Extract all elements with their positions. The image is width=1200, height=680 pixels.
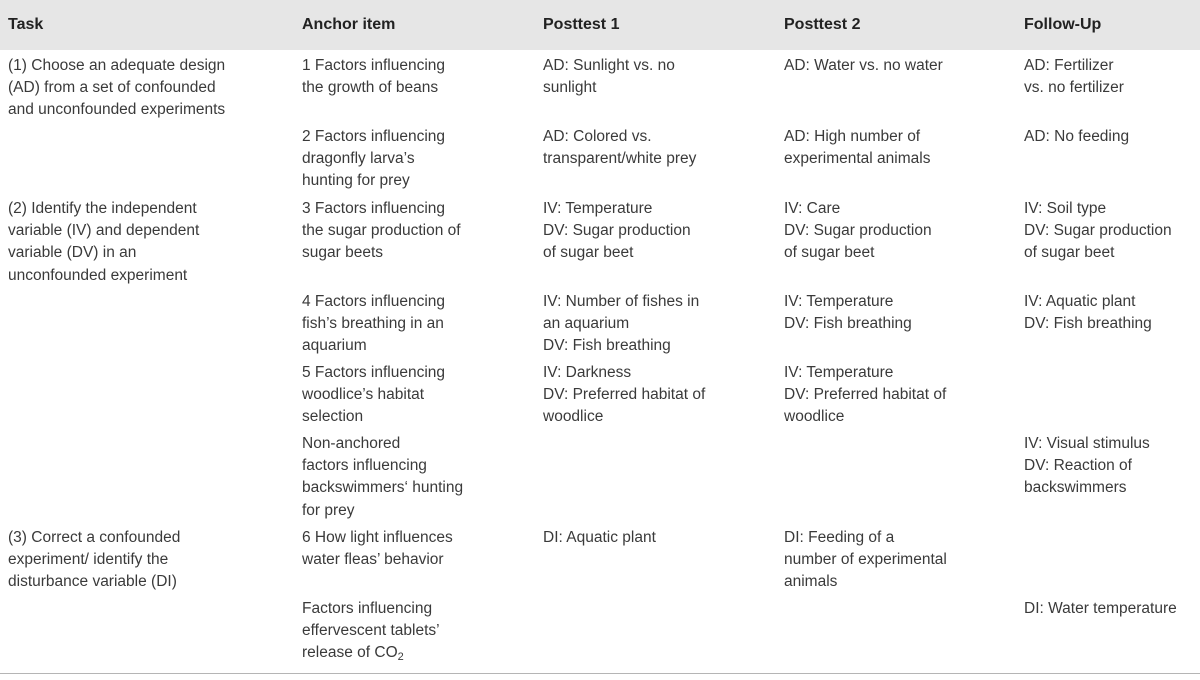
anchor-cell [302,527,532,571]
anchor-cell [302,55,532,99]
posttest2-line: IV: Temperature [784,293,894,310]
posttest1-line: of sugar beet [543,244,634,262]
posttest2-line: IV: Care [784,200,841,217]
followup-cell [1024,598,1194,620]
followup-cell [1024,198,1194,265]
followup-cell [1024,291,1194,335]
anchor-line: the growth of beans [302,79,439,97]
followup-line: IV: Soil type [1024,200,1107,217]
task-cell [8,527,293,594]
followup-cell [1024,126,1194,148]
anchor-cell [302,291,532,358]
table-bottom-rule [0,673,1200,674]
posttest1-cell [543,362,773,429]
posttest2-line: AD: High number of [784,128,921,145]
header-anchor-item: Anchor item [302,16,396,33]
task-line: (1) Choose an adequate design [8,57,226,74]
anchor-line: 4 Factors influencing [302,293,446,310]
task-line: variable (IV) and dependent [8,222,200,240]
anchor-cell [302,198,532,265]
anchor-line: backswimmers‘ hunting [302,479,464,497]
task-line: (AD) from a set of confounded [8,79,216,97]
posttest1-line: woodlice [543,408,604,426]
header-posttest-1: Posttest 1 [543,16,620,33]
anchor-line: sugar beets [302,244,383,262]
followup-line: IV: Aquatic plant [1024,293,1136,310]
anchor-line: dragonfly larva’s [302,150,415,168]
posttest1-line: DV: Preferred habitat of [543,386,706,404]
posttest1-line: an aquarium [543,315,630,333]
followup-line: AD: Fertilizer [1024,57,1114,74]
task-line: (3) Correct a confounded [8,529,181,546]
task-line: variable (DV) in an [8,244,137,262]
posttest2-line: DI: Feeding of a [784,529,895,546]
anchor-line: hunting for prey [302,172,410,190]
task-cell [8,55,293,122]
posttest2-line: DV: Fish breathing [784,315,912,333]
posttest1-line: AD: Colored vs. [543,128,652,145]
posttest1-cell [543,126,773,170]
posttest1-line: IV: Number of fishes in [543,293,700,310]
anchor-cell [302,598,532,665]
posttest2-cell [784,55,1014,77]
anchor-line: effervescent tablets’ [302,622,440,640]
posttest1-cell [543,527,773,549]
header-task: Task [8,16,44,33]
posttest2-line: of sugar beet [784,244,875,262]
anchor-text: release of CO [302,644,398,662]
followup-line: vs. no fertilizer [1024,79,1124,97]
posttest1-line: transparent/white prey [543,150,697,168]
anchor-line: Non-anchored [302,435,401,452]
anchor-line: aquarium [302,337,367,355]
posttest2-cell [784,291,1014,335]
followup-line: DV: Fish breathing [1024,315,1152,333]
followup-line: IV: Visual stimulus [1024,435,1150,452]
anchor-line-co2 [302,642,532,664]
anchor-cell [302,126,532,193]
followup-line: DV: Sugar production [1024,222,1172,240]
posttest1-cell [543,55,773,99]
posttest2-cell [784,362,1014,429]
posttest2-line: experimental animals [784,150,931,168]
task-line: experiment/ identify the [8,551,169,569]
followup-line: DI: Water temperature [1024,600,1177,617]
posttest1-line: DI: Aquatic plant [543,529,656,546]
task-line: unconfounded experiment [8,266,188,284]
posttest2-cell [784,527,1014,594]
posttest2-line: DV: Preferred habitat of [784,386,947,404]
anchor-line: 5 Factors influencing [302,364,446,381]
posttest2-line: animals [784,573,838,591]
followup-line: of sugar beet [1024,244,1115,262]
posttest1-cell [543,198,773,265]
task-line: (2) Identify the independent [8,200,197,217]
anchor-line: 1 Factors influencing [302,57,446,74]
anchor-cell [302,362,532,429]
table-header [0,0,1200,50]
posttest2-line: AD: Water vs. no water [784,57,943,74]
anchor-line: 2 Factors influencing [302,128,446,145]
posttest2-line: DV: Sugar production [784,222,932,240]
posttest2-cell [784,126,1014,170]
anchor-line: fish’s breathing in an [302,315,444,333]
subscript: 2 [397,651,404,664]
posttest1-line: DV: Fish breathing [543,337,671,355]
anchor-line: woodlice’s habitat [302,386,425,404]
posttest2-line: IV: Temperature [784,364,894,381]
anchor-line: factors influencing [302,457,427,475]
anchor-cell [302,433,532,522]
posttest2-line: woodlice [784,408,845,426]
followup-line: DV: Reaction of [1024,457,1132,475]
task-cell [8,198,293,287]
anchor-line: 6 How light influences [302,529,453,546]
posttest1-line: DV: Sugar production [543,222,691,240]
followup-cell [1024,433,1194,500]
posttest1-line: IV: Temperature [543,200,653,217]
posttest1-cell [543,291,773,358]
posttest1-line: IV: Darkness [543,364,632,381]
anchor-line: selection [302,408,364,426]
followup-cell [1024,55,1194,99]
anchor-line: the sugar production of [302,222,461,240]
anchor-line: Factors influencing [302,600,433,617]
posttest2-cell [784,198,1014,265]
followup-line: backswimmers [1024,479,1127,497]
anchor-line: for prey [302,501,355,519]
task-line: and unconfounded experiments [8,101,226,119]
task-line: disturbance variable (DI) [8,573,177,591]
header-follow-up: Follow-Up [1024,16,1102,33]
header-posttest-2: Posttest 2 [784,16,861,33]
posttest1-line: AD: Sunlight vs. no [543,57,675,74]
followup-line: AD: No feeding [1024,128,1130,145]
posttest2-line: number of experimental [784,551,947,569]
posttest1-line: sunlight [543,79,597,97]
anchor-line: water fleas’ behavior [302,551,444,569]
anchor-line: 3 Factors influencing [302,200,446,217]
